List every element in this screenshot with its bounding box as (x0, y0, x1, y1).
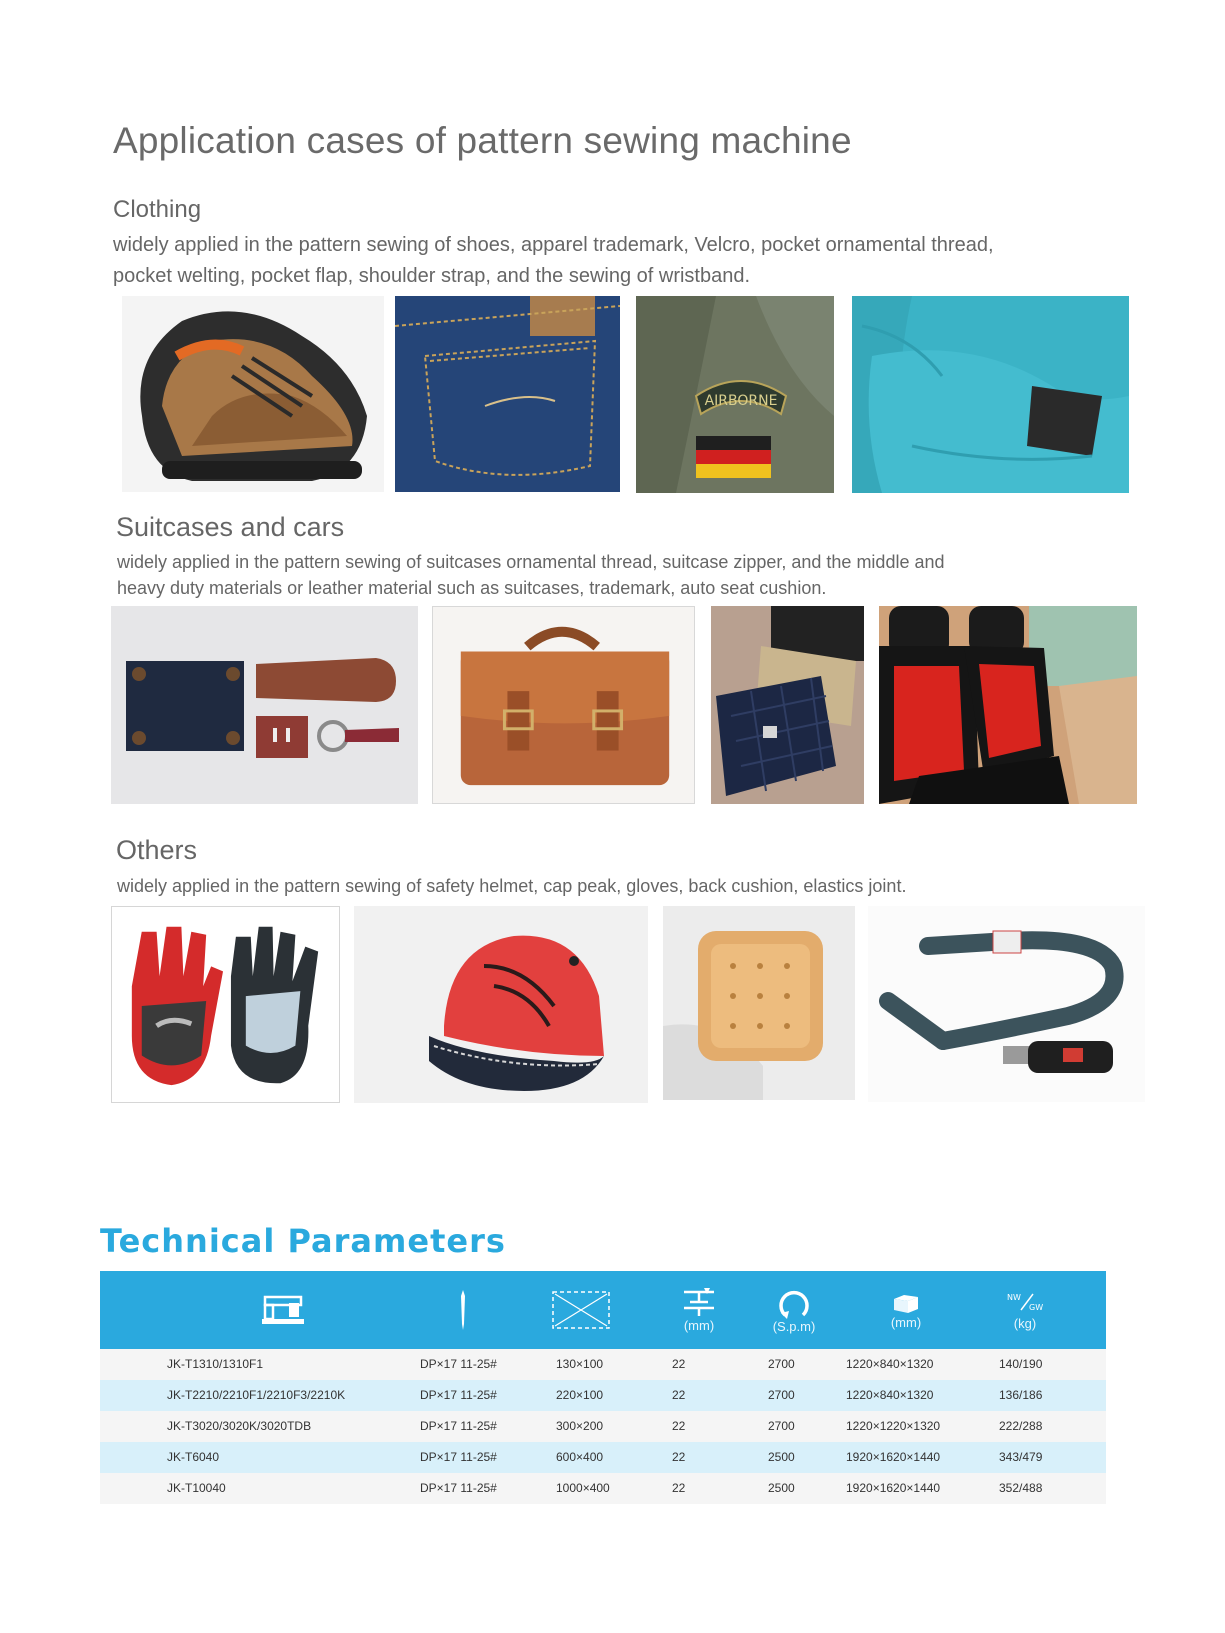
cell-weight: 222/288 (999, 1419, 1043, 1433)
section-description-clothing-line2: pocket welting, pocket flap, shoulder strap, and the sewing of wristband. (113, 265, 751, 287)
cell-sewing-area: 220×100 (556, 1388, 604, 1402)
package-size-icon (891, 1291, 921, 1315)
header-presser-lift (654, 1271, 744, 1349)
photo-jacket-patch (636, 296, 834, 493)
cell-needle: DP×17 11-25# (420, 1419, 497, 1433)
cell-model: JK-T1310/1310F1 (167, 1357, 264, 1371)
header-unit: (mm) (890, 1314, 922, 1330)
cell-presser-lift: 22 (672, 1419, 686, 1433)
cell-needle: DP×17 11-25# (420, 1357, 497, 1371)
sewing-machine-icon (261, 1293, 305, 1327)
cell-package-size: 1220×840×1320 (846, 1357, 934, 1371)
photo-gloves (111, 906, 340, 1103)
cell-sewing-area: 300×200 (556, 1419, 604, 1433)
table-header (100, 1271, 1106, 1349)
header-needle (418, 1271, 508, 1349)
needle-icon (458, 1290, 468, 1330)
cell-presser-lift: 22 (672, 1388, 686, 1402)
section-description-suitcases-line2: heavy duty materials or leather material such as suitcases, trademark, auto seat cushion. (117, 578, 827, 598)
cell-weight: 343/479 (999, 1450, 1043, 1464)
technical-parameters-title: Technical Parameters (100, 1222, 506, 1260)
header-speed (749, 1271, 839, 1349)
cell-weight: 352/488 (999, 1481, 1043, 1495)
header-unit: (S.p.m) (772, 1318, 816, 1334)
cell-weight: 140/190 (999, 1357, 1043, 1371)
cell-presser-lift: 22 (672, 1481, 686, 1495)
cell-package-size: 1920×1620×1440 (846, 1450, 941, 1464)
table-row (100, 1473, 1106, 1504)
weight-icon (1005, 1290, 1045, 1316)
photo-velcro-sleeve (852, 296, 1129, 493)
section-heading-others: Others (116, 835, 198, 865)
section-heading-suitcases: Suitcases and cars (116, 512, 345, 542)
speed-icon (777, 1287, 811, 1319)
cell-speed: 2700 (768, 1388, 795, 1402)
table-row (100, 1411, 1106, 1442)
cell-model: JK-T10040 (167, 1481, 226, 1495)
cell-speed: 2700 (768, 1357, 795, 1371)
header-unit: (kg) (1013, 1315, 1037, 1331)
header-unit: (mm) (683, 1317, 715, 1333)
cell-model: JK-T3020/3020K/3020TDB (167, 1419, 312, 1433)
cell-sewing-area: 1000×400 (556, 1481, 610, 1495)
photo-leather-briefcase (432, 606, 695, 804)
weight-icon-gw-text: GW (1029, 1302, 1044, 1312)
cell-model: JK-T2210/2210F1/2210F3/2210K (167, 1388, 346, 1402)
table-row (100, 1349, 1106, 1380)
photo-quilted-wallets (711, 606, 864, 804)
photo-baseball-cap (354, 906, 648, 1103)
cell-needle: DP×17 11-25# (420, 1450, 497, 1464)
cell-speed: 2500 (768, 1450, 795, 1464)
section-description-others-line1: widely applied in the pattern sewing of safety helmet, cap peak, gloves, back cushion, elastics joint. (117, 876, 907, 896)
photo-seat-belt (868, 906, 1145, 1102)
patch-text: AIRBORNE (704, 393, 778, 409)
photo-leather-pieces (111, 606, 418, 804)
cell-package-size: 1220×840×1320 (846, 1388, 934, 1402)
section-description-clothing-line1: widely applied in the pattern sewing of shoes, apparel trademark, Velcro, pocket ornamental thread, (113, 234, 994, 256)
cell-needle: DP×17 11-25# (420, 1388, 497, 1402)
photo-car-seats (879, 606, 1137, 804)
technical-parameters-table (100, 1271, 1106, 1504)
cell-speed: 2700 (768, 1419, 795, 1433)
photo-hiking-shoe (122, 296, 384, 492)
header-model (238, 1271, 328, 1349)
header-weight (980, 1271, 1070, 1349)
photo-biscuit-cushion (663, 906, 855, 1100)
cell-speed: 2500 (768, 1481, 795, 1495)
cell-package-size: 1920×1620×1440 (846, 1481, 941, 1495)
table-row (100, 1380, 1106, 1411)
section-description-suitcases-line1: widely applied in the pattern sewing of suitcases ornamental thread, suitcase zipper, and the middle and (117, 552, 945, 572)
cell-presser-lift: 22 (672, 1357, 686, 1371)
cell-weight: 136/186 (999, 1388, 1043, 1402)
header-package-size (861, 1271, 951, 1349)
section-heading-clothing: Clothing (113, 196, 202, 223)
photo-jeans-pocket (395, 296, 620, 492)
cell-sewing-area: 600×400 (556, 1450, 604, 1464)
cell-package-size: 1220×1220×1320 (846, 1419, 941, 1433)
sewing-area-icon (551, 1290, 611, 1330)
cell-presser-lift: 22 (672, 1450, 686, 1464)
cell-sewing-area: 130×100 (556, 1357, 604, 1371)
cell-model: JK-T6040 (167, 1450, 220, 1464)
weight-icon-nw-text: NW (1007, 1292, 1021, 1302)
presser-lift-icon (682, 1288, 716, 1318)
header-sewing-area (536, 1271, 626, 1349)
page-title: Application cases of pattern sewing machine (113, 120, 852, 161)
cell-needle: DP×17 11-25# (420, 1481, 497, 1495)
table-row (100, 1442, 1106, 1473)
